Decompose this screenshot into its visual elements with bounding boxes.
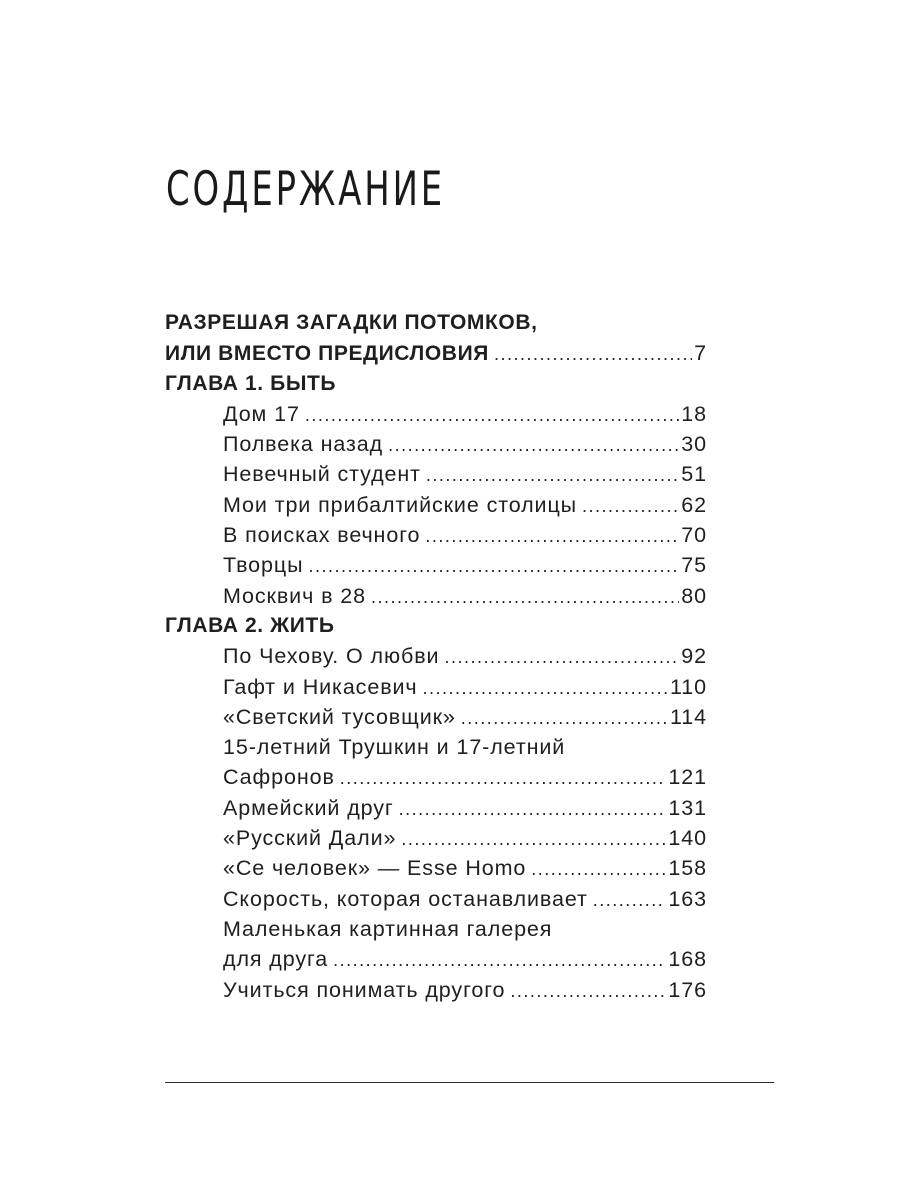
toc-page-number: 131 — [668, 795, 707, 820]
dot-leader — [426, 460, 679, 489]
dot-leader — [340, 763, 667, 792]
toc-preface-line2[interactable] — [165, 338, 707, 368]
dot-leader — [401, 824, 666, 853]
toc-page-number: 140 — [668, 826, 707, 851]
dot-leader — [444, 642, 679, 671]
toc-chapter-heading[interactable] — [165, 611, 707, 641]
toc-entry[interactable] — [165, 975, 707, 1005]
toc-page-number: 168 — [668, 947, 707, 972]
footer-divider — [165, 1082, 774, 1083]
toc-page-number: 51 — [681, 462, 707, 487]
dot-leader — [510, 976, 666, 1005]
toc-entry-title: Творцы — [223, 553, 304, 578]
toc-entry[interactable] — [165, 641, 707, 671]
toc-entry-title: Учиться понимать другого — [223, 977, 506, 1002]
toc-page-number: 30 — [681, 432, 707, 457]
toc-entry-title: Полвека назад — [223, 432, 384, 457]
dot-leader — [308, 551, 679, 580]
toc-entry-line2[interactable] — [165, 944, 707, 974]
toc-entry-title: ИЛИ ВМЕСТО ПРЕДИСЛОВИЯ — [165, 342, 489, 366]
toc-page-number: 121 — [668, 765, 707, 790]
toc-entry[interactable] — [165, 520, 707, 550]
toc-entry-title: 15-летний Трушкин и 17-летний — [223, 735, 566, 760]
toc-entry-line1[interactable] — [165, 732, 707, 762]
toc-entry-title: По Чехову. О любви — [223, 644, 440, 669]
toc-page-number: 7 — [694, 341, 707, 366]
dot-leader — [494, 339, 692, 368]
dot-leader — [425, 521, 679, 550]
page-title: СОДЕРЖАНИЕ — [166, 162, 446, 217]
toc-entry[interactable] — [165, 793, 707, 823]
toc-entry[interactable] — [165, 884, 707, 914]
chapter-title: ГЛАВА 1. БЫТЬ — [165, 371, 337, 395]
toc-entry-title: «Се человек» — Esse Homo — [223, 856, 527, 881]
dot-leader — [531, 854, 666, 883]
dot-leader — [333, 945, 666, 974]
toc-entry-title: В поисках вечного — [223, 523, 421, 548]
toc-preface-line1[interactable] — [165, 308, 707, 338]
toc-page-number: 70 — [681, 523, 707, 548]
toc-entry[interactable] — [165, 672, 707, 702]
toc-entry[interactable] — [165, 702, 707, 732]
toc-entry-title: для друга — [223, 947, 329, 972]
toc-entry[interactable] — [165, 581, 707, 611]
toc-entry-title: Москвич в 28 — [223, 583, 366, 608]
toc-page-number: 18 — [681, 401, 707, 426]
toc-entry[interactable] — [165, 550, 707, 580]
toc-entry-title: РАЗРЕШАЯ ЗАГАДКИ ПОТОМКОВ, — [165, 311, 538, 334]
toc-entry-line1[interactable] — [165, 914, 707, 944]
toc-page-number: 158 — [668, 856, 707, 881]
toc-entry-title: Армейский друг — [223, 795, 394, 820]
chapter-title: ГЛАВА 2. ЖИТЬ — [165, 613, 335, 637]
toc-entry-line2[interactable] — [165, 762, 707, 792]
toc-chapter-heading[interactable] — [165, 369, 707, 399]
toc-entry[interactable] — [165, 853, 707, 883]
table-of-contents — [165, 308, 707, 1005]
toc-entry-title: Гафт и Никасевич — [223, 674, 418, 699]
dot-leader — [461, 703, 668, 732]
toc-entry[interactable] — [165, 459, 707, 489]
toc-entry[interactable] — [165, 823, 707, 853]
dot-leader — [423, 673, 668, 702]
toc-entry-title: «Светский тусовщик» — [223, 704, 456, 729]
toc-entry-title: «Русский Дали» — [223, 826, 397, 851]
toc-entry[interactable] — [165, 429, 707, 459]
dot-leader — [399, 794, 667, 823]
toc-entry[interactable] — [165, 399, 707, 429]
toc-entry[interactable] — [165, 490, 707, 520]
toc-page-number: 80 — [681, 583, 707, 608]
toc-entry-title: Маленькая картинная галерея — [223, 916, 553, 941]
toc-entry-title: Сафронов — [223, 765, 335, 790]
toc-page-number: 114 — [670, 704, 707, 729]
toc-entry-title: Невечный студент — [223, 462, 421, 487]
toc-entry-title: Скорость, которая останавливает — [223, 886, 588, 911]
dot-leader — [593, 885, 667, 914]
dot-leader — [388, 430, 679, 459]
dot-leader — [582, 491, 679, 520]
toc-page-number: 163 — [668, 886, 707, 911]
toc-page-number: 176 — [668, 977, 707, 1002]
dot-leader — [305, 400, 679, 429]
dot-leader — [371, 582, 679, 611]
toc-page-number: 110 — [670, 674, 707, 699]
toc-page-number: 62 — [681, 492, 707, 517]
toc-page-number: 92 — [681, 644, 707, 669]
toc-entry-title: Дом 17 — [223, 401, 300, 426]
toc-entry-title: Мои три прибалтийские столицы — [223, 492, 578, 517]
toc-page-number: 75 — [681, 553, 707, 578]
